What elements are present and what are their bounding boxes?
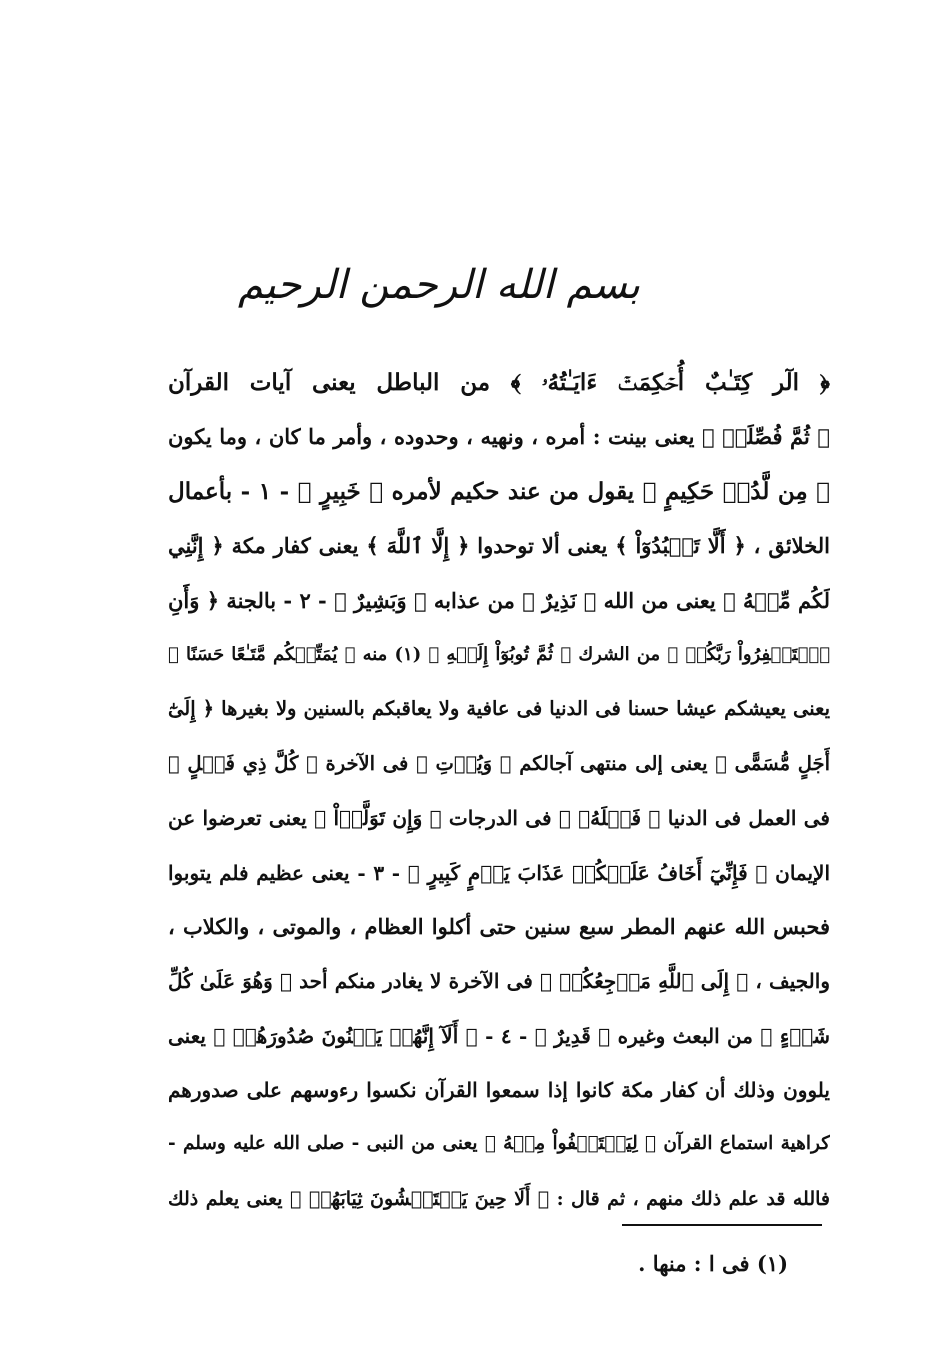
text-line: كراهية استماع القرآن ﴿ لِيَسۡتَخۡفُواْ مِنۡهُ ﴾ يعنى من النبى - صلى الله عليه وسلم - [168,1133,830,1155]
basmala-heading: بسم الله الرحمن الرحيم [237,262,640,308]
text-line: ٱسۡتَغۡفِرُواْ رَبَّكُمۡ ﴾ من الشرك ﴿ ثُمَّ تُوبُوٓاْ إِلَيۡهِ ﴾ (١) منه ﴿ يُمَتِّعۡكُم مَّتَـٰعًا حَسَنًا ﴾ [168,643,830,665]
text-line: شَيۡءٍ ﴾ من البعث وغيره ﴿ قَدِيرٌ ﴾ - ٤ - ﴿ أَلَآ إِنَّهُمۡ يَثۡنُونَ صُدُورَهُمۡ ﴾ يعنى [168,1023,830,1048]
commentary-body [168,356,830,1226]
text-line: أَجَلٍ مُّسَمًّى ﴾ يعنى إلى منتهى آجالكم ﴿ وَيُؤۡتِ ﴾ فى الآخرة ﴿ كُلَّ ذِي فَضۡلٍ ﴾ [168,751,830,775]
text-line: فالله قد علم ذلك منهم ، ثم قال : ﴿ أَلَا حِينَ يَسۡتَغۡشُونَ ثِيَابَهُمۡ ﴾ يعنى يعلم ذلك [168,1187,830,1210]
text-line: فى العمل فى الدنيا ﴿ فَضۡلَهُۥ ﴾ فى الدرجات ﴿ وَإِن تَوَلَّوۡاْ ﴾ يعنى تعرضوا عن [168,806,830,831]
text-line: والجيف ، ﴿ إِلَى ٱللَّهِ مَرۡجِعُكُمۡ ﴾ فى الآخرة لا يغادر منكم أحد ﴿ وَهُوَ عَلَىٰ كُلِّ [168,969,830,994]
footnote: (١) فى ا : منها . [638,1251,788,1276]
text-line: فحبس الله عنهم المطر سبع سنين حتى أكلوا العظام ، والموتى ، والكلاب ، [168,913,830,939]
text-line: الخلائق ، ﴿ أَلَّا تَعۡبُدُوٓاْ ﴾ يعنى ألا توحدوا ﴿ إِلَّا ٱللَّهَ ﴾ يعنى كفار مكة ﴿ إِنَّنِي [168,533,830,559]
text-line: لَكُم مِّنۡهُ ﴾ يعنى من الله ﴿ نَذِيرٌ ﴾ من عذابه ﴿ وَبَشِيرٌ ﴾ - ٢ - بالجنة ﴿ وَأَنِ [168,587,830,613]
text-line: يعنى يعيشكم عيشا حسنا فى الدنيا فى عافية ولا يعاقبكم بالسنين ولا بغيرها ﴿ إِلَىٰٓ [168,697,830,721]
text-line: ﴿ مِن لَّدُنۡ حَكِيمٍ ﴾ يقول من عند حكيم لأمره ﴿ خَبِيرٍ ﴾ - ١ - بأعمال [168,477,830,505]
text-line: ﴿ الٓر كِتَـٰبٌ أُحۡكِمَتۡ ءَايَـٰتُهُۥ ﴾ من الباطل يعنى آيات القرآن [168,369,830,396]
footnote-divider [622,1224,822,1226]
text-line: ﴿ ثُمَّ فُصِّلَتۡ ﴾ يعنى بينت : أمره ، ونهيه ، وحدوده ، وأمر ما كان ، وما يكون [168,424,830,450]
text-line: الإيمان ﴿ فَإِنِّيٓ أَخَافُ عَلَيۡكُمۡ عَذَابَ يَوۡمٍ كَبِيرٍ ﴾ - ٣ - يعنى عظيم فلم يتوبوا [168,860,830,885]
text-line: يلوون وذلك أن كفار مكة كانوا إذا سمعوا القرآن نكسوا رءوسهم على صدورهم [168,1078,830,1103]
